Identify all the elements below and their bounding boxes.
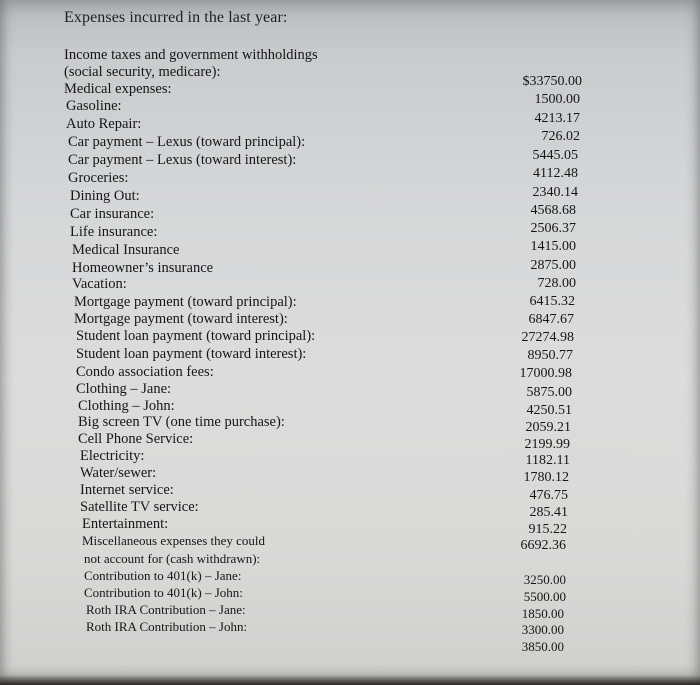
expense-amount: 4250.51	[526, 403, 572, 418]
expense-label: Big screen TV (one time purchase):	[78, 414, 285, 430]
expense-label: (social security, medicare):	[64, 64, 221, 80]
expense-label: Electricity:	[80, 448, 145, 464]
expense-amount: 27274.98	[521, 330, 574, 345]
expense-label: Roth IRA Contribution – John:	[86, 619, 248, 634]
expense-label: Auto Repair:	[66, 116, 142, 132]
expense-label: Dining Out:	[70, 188, 140, 204]
expense-amount: 2340.14	[532, 185, 578, 200]
expense-amount: 476.75	[529, 488, 568, 503]
expense-label: Life insurance:	[70, 224, 158, 240]
expense-amount: 17000.98	[519, 366, 572, 381]
expense-label: Roth IRA Contribution – Jane:	[86, 602, 246, 617]
expense-label: Internet service:	[80, 482, 174, 498]
expense-label: Vacation:	[72, 276, 127, 292]
expense-amount: 1415.00	[530, 239, 576, 254]
expense-amount: 285.41	[529, 505, 568, 520]
expense-amount: 2199.99	[524, 437, 570, 452]
expense-amount: 2506.37	[530, 221, 576, 236]
expense-label: Condo association fees:	[76, 364, 214, 380]
expense-amount: 4112.48	[533, 166, 578, 181]
expense-label: Car insurance:	[70, 206, 155, 222]
expense-amount: 1500.00	[534, 92, 580, 107]
expense-label: Car payment – Lexus (toward principal):	[68, 134, 306, 150]
expense-amount: 6692.36	[520, 538, 566, 553]
expense-label: not account for (cash withdrawn):	[84, 551, 261, 566]
expense-label: Car payment – Lexus (toward interest):	[68, 152, 297, 168]
sheet-title: Expenses incurred in the last year:	[64, 9, 288, 26]
expense-label: Mortgage payment (toward principal):	[74, 294, 297, 310]
expense-amount: $33750.00	[522, 74, 582, 89]
expense-amount: 5875.00	[526, 385, 572, 400]
expense-amount: 1780.12	[523, 470, 569, 485]
expense-amount: 726.02	[541, 129, 580, 144]
expense-amount: 8950.77	[527, 348, 573, 363]
expense-label: Student loan payment (toward principal):	[76, 328, 316, 344]
expense-label: Student loan payment (toward interest):	[76, 346, 307, 362]
expense-label: Cell Phone Service:	[78, 431, 194, 447]
expense-label: Clothing – John:	[78, 398, 175, 414]
expense-label: Water/sewer:	[80, 465, 157, 481]
expense-amount: 3250.00	[523, 572, 566, 587]
expense-amount: 3300.00	[521, 622, 564, 637]
expense-amount: 5500.00	[523, 589, 566, 604]
expense-label: Contribution to 401(k) – John:	[84, 585, 243, 600]
expense-amount: 728.00	[537, 276, 576, 291]
expense-amount: 6847.67	[528, 312, 574, 327]
expense-label: Groceries:	[68, 170, 129, 186]
expense-label: Entertainment:	[82, 516, 169, 532]
expense-amount: 3850.00	[521, 639, 564, 654]
expense-label: Clothing – Jane:	[76, 381, 172, 397]
expense-amount: 2059.21	[525, 420, 571, 435]
expense-amount: 1850.00	[521, 606, 564, 621]
expense-label: Satellite TV service:	[80, 499, 199, 515]
expense-amount: 4568.68	[530, 203, 576, 218]
expense-amount: 6415.32	[529, 294, 575, 309]
expense-label: Homeowner’s insurance	[72, 260, 214, 276]
expense-label: Income taxes and government withholdings	[64, 47, 318, 63]
expense-label: Mortgage payment (toward interest):	[74, 311, 288, 327]
expense-label: Miscellaneous expenses they could	[82, 533, 266, 548]
expense-label: Gasoline:	[66, 98, 122, 114]
expense-label: Medical expenses:	[64, 81, 172, 97]
paper-edge-shadow	[0, 675, 700, 685]
expense-amount: 2875.00	[530, 258, 576, 273]
expense-amount: 1182.11	[525, 453, 570, 468]
expense-amount: 915.22	[528, 522, 567, 537]
expense-amount: 4213.17	[534, 111, 580, 126]
expense-label: Medical Insurance	[72, 242, 180, 258]
expense-amount: 5445.05	[532, 148, 578, 163]
expense-label: Contribution to 401(k) – Jane:	[84, 568, 242, 583]
